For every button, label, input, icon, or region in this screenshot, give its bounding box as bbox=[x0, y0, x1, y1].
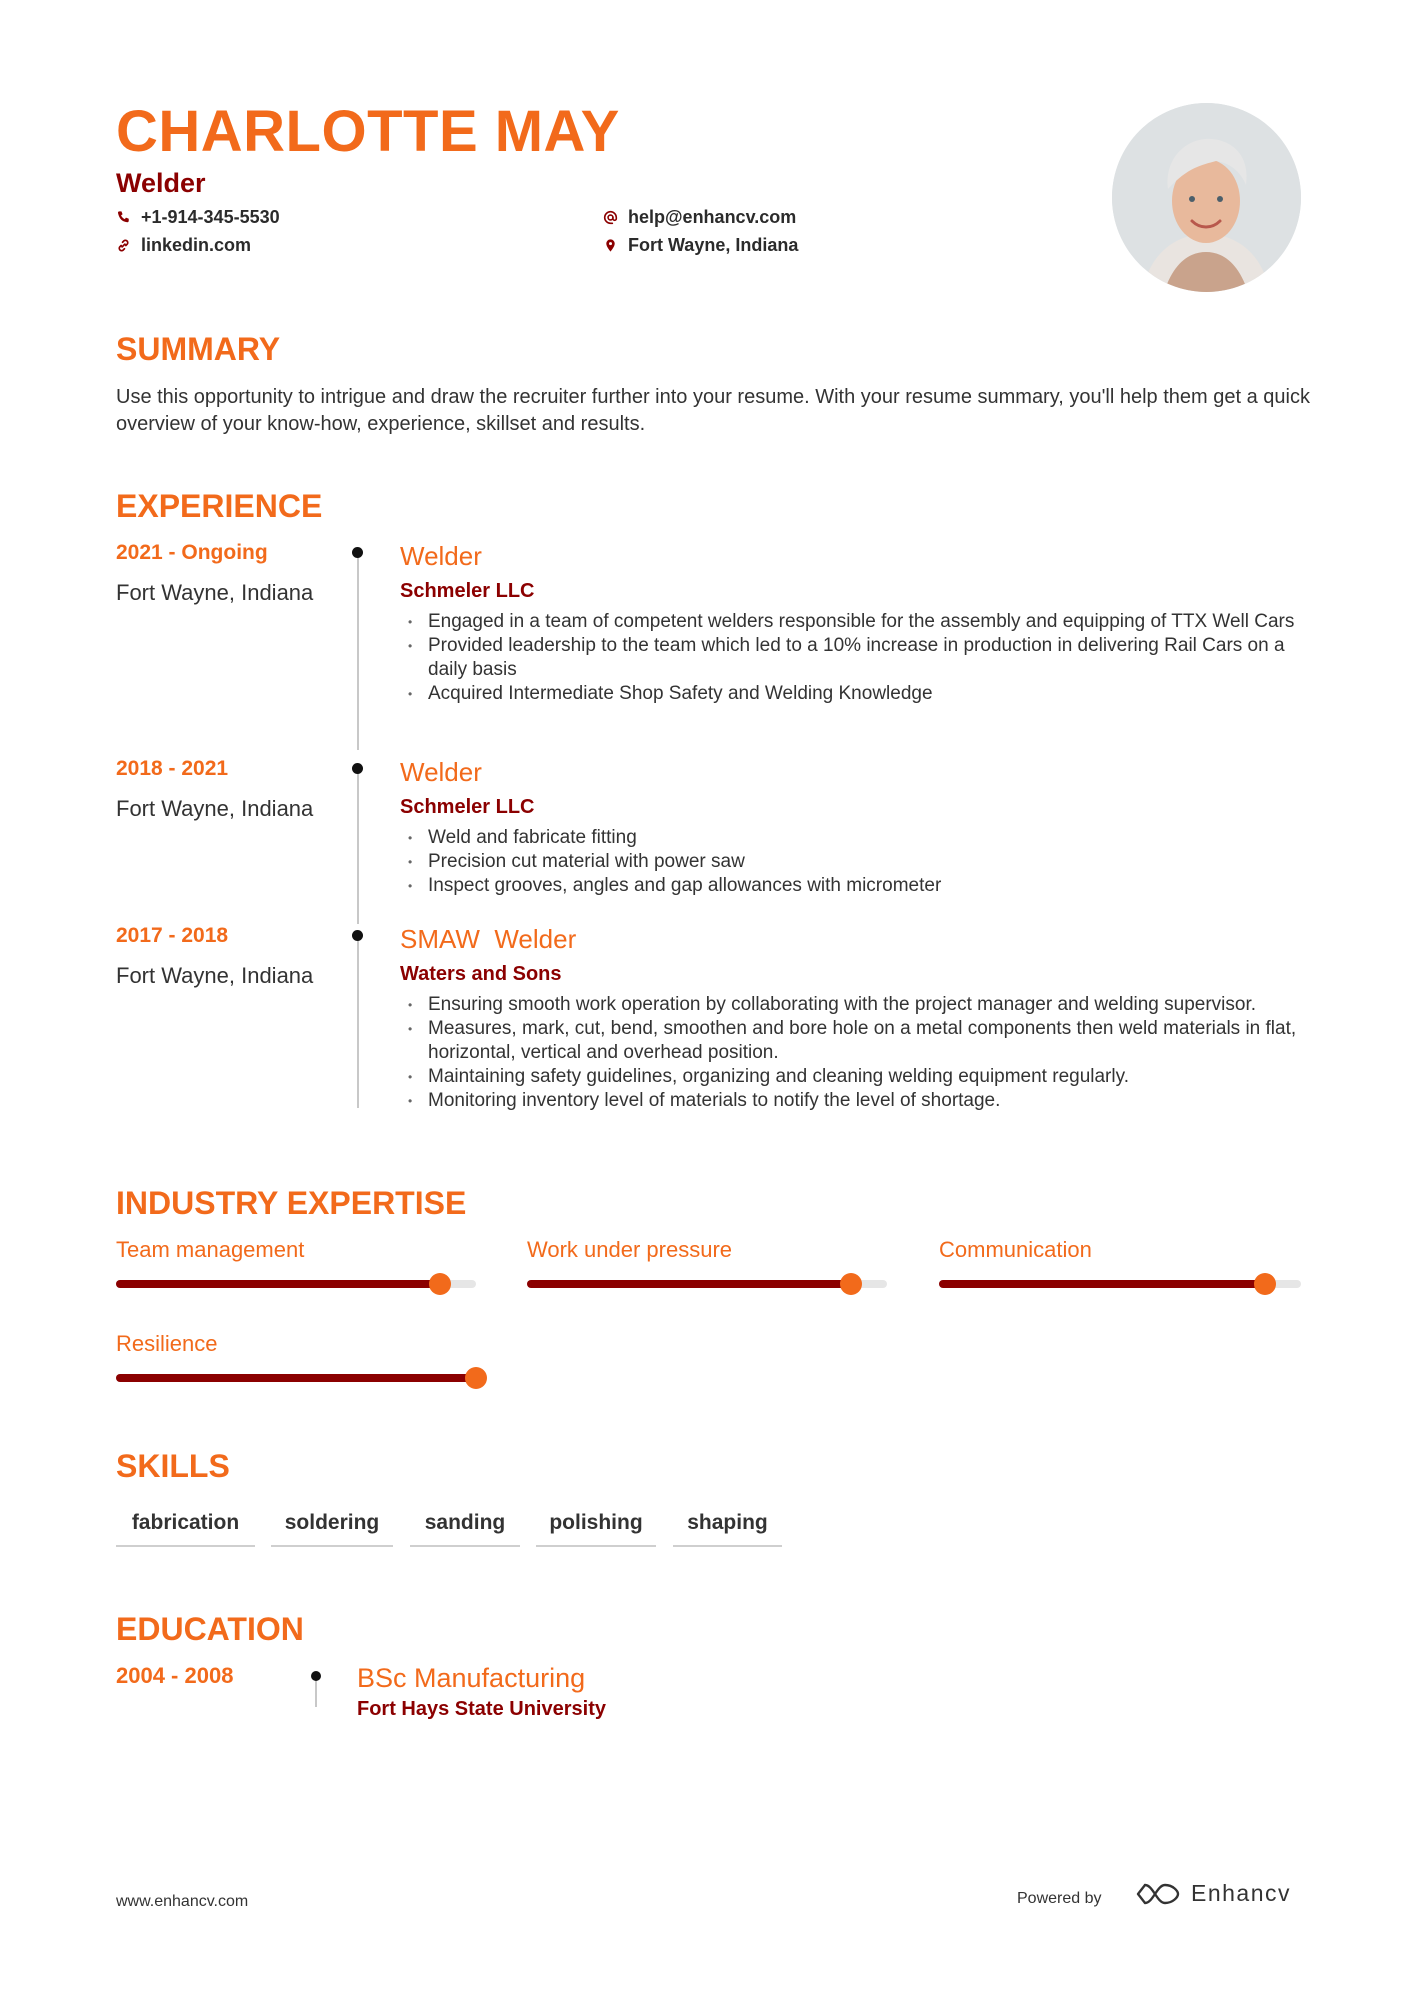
expertise-label: Work under pressure bbox=[527, 1237, 733, 1262]
location-pin-icon bbox=[603, 238, 618, 253]
candidate-name: CHARLOTTE MAY bbox=[116, 99, 620, 164]
expertise-bar bbox=[939, 1280, 1301, 1288]
experience-date: 2017 - 2018 bbox=[116, 924, 229, 947]
phone-icon bbox=[116, 210, 131, 225]
phone-text[interactable]: +1-914-345-5530 bbox=[141, 207, 280, 227]
enhancv-logo-icon bbox=[1135, 1881, 1181, 1907]
experience-bullets bbox=[400, 993, 1310, 1113]
skill-tag: soldering bbox=[271, 1507, 393, 1547]
list-item: • Weld and fabricate fitting bbox=[400, 826, 1310, 850]
timeline-line bbox=[357, 936, 359, 1108]
footer-powered-by: Powered by bbox=[1017, 1890, 1102, 1907]
skill-tag: polishing bbox=[536, 1507, 656, 1547]
expertise-label: Communication bbox=[939, 1237, 1092, 1262]
timeline-dot bbox=[311, 1671, 321, 1681]
linkedin-text[interactable]: linkedin.com bbox=[141, 235, 252, 255]
expertise-bar-knob bbox=[1254, 1273, 1276, 1295]
experience-bullets bbox=[400, 610, 1310, 706]
timeline-dot bbox=[352, 547, 363, 558]
skill-tag: fabrication bbox=[116, 1507, 255, 1547]
expertise-bar-fill bbox=[116, 1374, 476, 1382]
experience-heading: EXPERIENCE bbox=[116, 488, 323, 524]
expertise-bar-knob bbox=[840, 1273, 862, 1295]
expertise-bar bbox=[116, 1374, 476, 1382]
expertise-label: Team management bbox=[116, 1237, 305, 1262]
list-item: • Precision cut material with power saw bbox=[400, 850, 1310, 874]
experience-location: Fort Wayne, Indiana bbox=[116, 963, 314, 988]
expertise-bar-knob bbox=[465, 1367, 487, 1389]
list-item: • Inspect grooves, angles and gap allowances with micrometer bbox=[400, 874, 1310, 898]
education-degree: BSc Manufacturing bbox=[357, 1663, 586, 1693]
timeline-line bbox=[315, 1677, 317, 1707]
timeline-dot bbox=[352, 763, 363, 774]
timeline-line bbox=[357, 769, 359, 924]
education-school: Fort Hays State University bbox=[357, 1698, 606, 1720]
experience-title: SMAW Welder bbox=[400, 924, 577, 954]
skill-tag: sanding bbox=[410, 1507, 520, 1547]
list-item: • Monitoring inventory level of materials to notify the level of shortage. bbox=[400, 1089, 1310, 1113]
at-icon bbox=[603, 210, 618, 225]
skills-heading: SKILLS bbox=[116, 1448, 230, 1484]
experience-title: Welder bbox=[400, 757, 482, 787]
list-item: • Maintaining safety guidelines, organizing and cleaning welding equipment regularly. bbox=[400, 1065, 1310, 1089]
experience-bullets bbox=[400, 826, 1310, 898]
summary-heading: SUMMARY bbox=[116, 331, 281, 367]
expertise-bar bbox=[527, 1280, 887, 1288]
list-item: • Acquired Intermediate Shop Safety and Welding Knowledge bbox=[400, 682, 1310, 706]
location-text: Fort Wayne, Indiana bbox=[628, 235, 799, 255]
enhancv-brand: Enhancv bbox=[1191, 1880, 1292, 1906]
list-item: • Ensuring smooth work operation by collaborating with the project manager and welding supervisor. bbox=[400, 993, 1310, 1017]
experience-company: Schmeler LLC bbox=[400, 796, 535, 818]
experience-location: Fort Wayne, Indiana bbox=[116, 796, 314, 821]
enhancv-logo[interactable] bbox=[1135, 1880, 1291, 1907]
email-contact bbox=[603, 207, 796, 228]
location-contact bbox=[603, 235, 798, 256]
experience-company: Waters and Sons bbox=[400, 963, 562, 985]
email-text[interactable]: help@enhancv.com bbox=[628, 207, 797, 227]
profile-photo bbox=[1112, 103, 1301, 292]
timeline-line bbox=[357, 553, 359, 750]
summary-text: Use this opportunity to intrigue and draw the recruiter further into your resume. With your resume summary, you'll help them get a quick overview of your know-how, experience, skillset and results. bbox=[116, 386, 1310, 435]
expertise-bar-fill bbox=[527, 1280, 851, 1288]
education-heading: EDUCATION bbox=[116, 1611, 304, 1647]
experience-title: Welder bbox=[400, 541, 482, 571]
expertise-bar bbox=[116, 1280, 476, 1288]
list-item: • Measures, mark, cut, bend, smoothen and bore hole on a metal components then weld materials in flat, horizontal, vertical and overhead position. bbox=[400, 1017, 1310, 1065]
avatar-illustration bbox=[1112, 103, 1301, 292]
candidate-role: Welder bbox=[116, 168, 206, 198]
experience-company: Schmeler LLC bbox=[400, 580, 535, 602]
skill-tag: shaping bbox=[673, 1507, 782, 1547]
expertise-bar-fill bbox=[939, 1280, 1265, 1288]
list-item: • Engaged in a team of competent welders responsible for the assembly and equipping of TTX Well Cars bbox=[400, 610, 1310, 634]
linkedin-contact bbox=[116, 235, 251, 256]
experience-date: 2018 - 2021 bbox=[116, 757, 229, 780]
expertise-label: Resilience bbox=[116, 1331, 218, 1356]
phone-contact bbox=[116, 207, 280, 228]
footer-url[interactable]: www.enhancv.com bbox=[116, 1893, 249, 1910]
link-icon bbox=[116, 238, 131, 253]
expertise-heading: INDUSTRY EXPERTISE bbox=[116, 1185, 467, 1221]
expertise-bar-knob bbox=[429, 1273, 451, 1295]
experience-location: Fort Wayne, Indiana bbox=[116, 580, 314, 605]
experience-date: 2021 - Ongoing bbox=[116, 541, 268, 564]
list-item: • Provided leadership to the team which led to a 10% increase in production in delivering Rail Cars on a daily basis bbox=[400, 634, 1310, 682]
timeline-dot bbox=[352, 930, 363, 941]
expertise-bar-fill bbox=[116, 1280, 440, 1288]
education-date: 2004 - 2008 bbox=[116, 1663, 234, 1688]
